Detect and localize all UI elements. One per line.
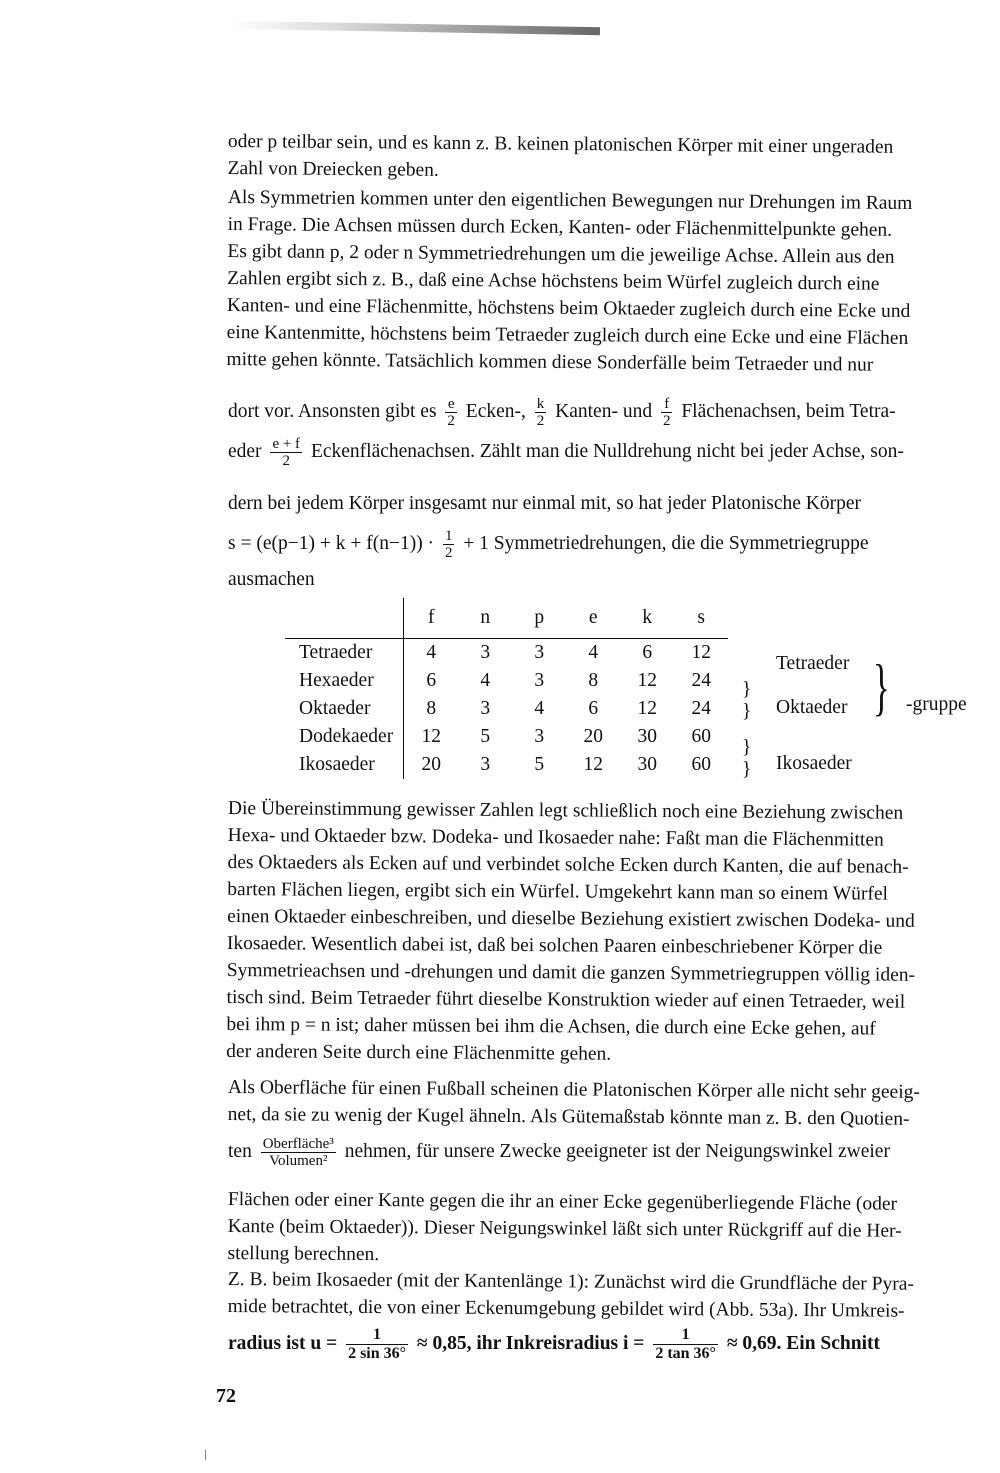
text-fragment: Eckenflächenachsen. Zählt man die Nulldrehung nicht bei jeder Achse, son-: [310, 440, 904, 462]
column-header: f: [404, 598, 459, 639]
text-line: der anderen Seite durch eine Flächenmitte gehen.: [226, 1040, 612, 1065]
body-line: [228, 566, 988, 593]
text-fragment: dort vor. Ansonsten gibt es: [228, 400, 437, 422]
table-row: [285, 639, 728, 668]
tetra-line: [228, 436, 988, 469]
text-line: Als Symmetrien kommen unter den eigentlichen Bewegungen nur Drehungen im Raum: [227, 186, 913, 214]
row-label: Hexaeder: [285, 667, 404, 695]
table-row: [285, 751, 728, 779]
text-fragment: Ecken-,: [465, 400, 526, 422]
table-cell: 3: [480, 698, 491, 719]
paragraph-2: [226, 184, 988, 380]
text-line: Kante (beim Oktaeder)). Dieser Neigungswinkel läßt sich unter Rückgriff auf die Her-: [227, 1215, 902, 1242]
text-line: Zahl von Dreiecken geben.: [227, 157, 439, 181]
table-corner: [285, 598, 404, 639]
table-cell: 12: [583, 754, 603, 775]
fraction-denominator: 2: [447, 413, 455, 429]
table-cell: 3: [534, 726, 545, 747]
table-cell: 5: [534, 754, 545, 775]
fraction-numerator: k: [536, 396, 545, 412]
table-cell: 12: [637, 698, 657, 719]
table-cell: 6: [426, 670, 437, 691]
text-line: barten Flächen liegen, ergibt sich ein Würfel. Umgekehrt kann man so einem Würfel: [227, 878, 889, 905]
row-label: Tetraeder: [285, 639, 404, 668]
fraction-denominator: 2: [444, 545, 453, 561]
text-fragment: radius ist u =: [228, 1332, 338, 1354]
table-cell: 6: [588, 698, 599, 719]
polyhedra-table: [285, 598, 728, 779]
text-line: Es gibt dann p, 2 oder n Symmetriedrehungen um die jeweilige Achse. Allein aus den: [227, 240, 895, 268]
text-line: mide betrachtet, die von einer Eckenumgebung gebildet wird (Abb. 53a). Ihr Umkreis-: [227, 1295, 905, 1322]
table-cell: 4: [480, 670, 491, 691]
small-brace: }: [742, 701, 752, 722]
text-line: in Frage. Die Achsen müssen durch Ecken, Kanten- oder Flächenmittelpunkte gehen.: [227, 213, 893, 241]
text-line: oder p teilbar sein, und es kann z. B. keinen platonischen Körper mit einer ungeraden: [227, 130, 894, 158]
quotient-line: [228, 1136, 988, 1169]
scan-mark: [205, 1450, 206, 1460]
column-header: p: [512, 598, 566, 639]
table-cell: 6: [642, 642, 653, 663]
row-label: Oktaeder: [285, 695, 404, 723]
table-cell: 3: [480, 754, 491, 775]
table-row: [285, 723, 728, 751]
axes-line: [228, 396, 988, 429]
table-cell: 24: [691, 670, 711, 691]
table-cell: 3: [534, 670, 545, 691]
paragraph-4: [228, 1074, 988, 1133]
text-line: Kanten- und eine Flächenmitte, höchstens beim Oktaeder zugleich durch eine Ecke und: [226, 294, 911, 322]
group-label-ikosaeder: Ikosaeder: [776, 753, 852, 774]
fraction-denominator: Volumen²: [261, 1152, 336, 1169]
column-header: e: [566, 598, 620, 639]
text-line: einen Oktaeder einbeschreiben, und dieselbe Beziehung existiert zwischen Dodeka- und: [227, 905, 915, 932]
radius-line: [228, 1326, 988, 1363]
text-line: stellung berechnen.: [227, 1242, 380, 1266]
text-fragment: Kanten- und: [555, 400, 653, 422]
text-line: ausmachen: [228, 569, 315, 590]
column-header: n: [458, 598, 512, 639]
column-header: s: [674, 598, 728, 639]
table-cell: 3: [534, 642, 545, 663]
text-line: net, da sie zu wenig der Kugel ähneln. Als Gütemaßstab könnte man z. B. den Quotien-: [227, 1103, 910, 1130]
table-cell: 4: [534, 698, 545, 719]
fraction: [443, 528, 455, 561]
fraction-denominator: 2: [536, 413, 545, 429]
page-number: 72: [216, 1385, 236, 1407]
formula-text: + 1 Symmetriedrehungen, die die Symmetriegruppe: [463, 532, 869, 554]
fraction: [661, 396, 673, 429]
text-line: Z. B. beim Ikosaeder (mit der Kantenlänge 1): Zunächst wird die Grundfläche der Pyra-: [227, 1268, 915, 1295]
table-cell: 3: [480, 642, 491, 663]
text-line: Hexa- und Oktaeder bzw. Dodeka- und Ikosaeder nahe: Faßt man die Flächenmitten: [227, 824, 884, 851]
fraction-numerator: e: [447, 396, 455, 412]
row-label: Dodekaeder: [285, 723, 404, 751]
table-cell: 5: [480, 726, 491, 747]
text-line: Die Übereinstimmung gewisser Zahlen legt schließlich noch eine Beziehung zwischen: [227, 797, 904, 824]
table-cell: 8: [426, 698, 437, 719]
fraction-numerator: e + f: [272, 436, 301, 452]
fraction-numerator: 1: [681, 1326, 690, 1343]
table-cell: 24: [691, 698, 711, 719]
table-cell: 60: [691, 726, 711, 747]
table-header-row: [285, 598, 728, 639]
table-cell: 30: [637, 754, 657, 775]
text-line: Zahlen ergibt sich z. B., daß eine Achse höchstens beim Würfel zugleich durch eine: [227, 267, 880, 295]
table-cell: 12: [691, 642, 711, 663]
text-line: Symmetrieachsen und -drehungen und damit die ganzen Symmetriegruppen völlig iden-: [226, 959, 916, 986]
text-line: bei ihm p = n ist; daher müssen bei ihm die Achsen, die durch eine Ecke gehen, auf: [226, 1013, 876, 1040]
small-brace: }: [742, 679, 752, 700]
text-fragment: ten: [228, 1140, 252, 1162]
group-suffix: -gruppe: [906, 694, 967, 715]
fraction: [535, 396, 547, 429]
fraction-numerator: Oberfläche³: [262, 1136, 334, 1152]
table-row: [285, 695, 728, 723]
paragraph-4b: [227, 1186, 988, 1272]
table-cell: 20: [583, 726, 603, 747]
formula-line: [228, 528, 988, 561]
fraction-numerator: 1: [444, 528, 453, 544]
large-brace: }: [872, 651, 890, 722]
small-brace: }: [742, 759, 752, 780]
fraction: [653, 1326, 718, 1363]
fraction-denominator: 2: [270, 452, 302, 469]
body-line: [228, 490, 988, 517]
fraction: [445, 396, 457, 429]
text-line: Als Oberfläche für einen Fußball scheinen die Platonischen Körper alle nicht sehr geeig-: [227, 1076, 920, 1103]
fraction-denominator: 2 sin 36°: [348, 1345, 407, 1362]
group-label-tetraeder: Tetraeder: [776, 653, 850, 674]
text-fragment: Flächenachsen, beim Tetra-: [681, 400, 896, 422]
table-cell: 30: [637, 726, 657, 747]
text-fragment: ≈ 0,69. Ein Schnitt: [726, 1332, 881, 1354]
table-cell: 60: [691, 754, 711, 775]
paragraph-3: [226, 795, 988, 1070]
text-line: tisch sind. Beim Tetraeder führt dieselbe Konstruktion wieder auf einen Tetraeder, weil: [226, 986, 906, 1013]
text-line: Ikosaeder. Wesentlich dabei ist, daß bei solchen Paaren einbeschriebener Körper die: [226, 932, 883, 959]
fraction-denominator: 2 tan 36°: [655, 1345, 716, 1362]
table-cell: 20: [421, 754, 441, 775]
table-row: [285, 667, 728, 695]
row-label: Ikosaeder: [285, 751, 404, 779]
group-label-oktaeder: Oktaeder: [776, 697, 848, 718]
fraction: [270, 436, 302, 469]
fraction: [346, 1326, 408, 1363]
small-brace: }: [742, 737, 752, 758]
table-cell: 4: [426, 642, 437, 663]
text-line: dern bei jedem Körper insgesamt nur einmal mit, so hat jeder Platonische Körper: [228, 493, 862, 514]
paragraph-5: [228, 1266, 988, 1325]
table-cell: 12: [637, 670, 657, 691]
text-fragment: eder: [228, 440, 262, 462]
fraction-denominator: 2: [662, 413, 671, 429]
column-header: k: [620, 598, 674, 639]
table-cell: 4: [588, 642, 599, 663]
fraction-numerator: f: [664, 396, 670, 412]
scan-artifact: [230, 21, 600, 35]
text-line: Flächen oder einer Kante gegen die ihr an einer Ecke gegenüberliegende Fläche (oder: [227, 1188, 898, 1215]
paragraph-1: [228, 128, 988, 189]
table-cell: 8: [588, 670, 599, 691]
formula-text: s = (e(p−1) + k + f(n−1)) ·: [228, 532, 435, 554]
text-line: eine Kantenmitte, höchstens beim Tetraeder zugleich durch eine Ecke und eine Flächen: [226, 321, 909, 349]
fraction: [261, 1136, 336, 1169]
table-cell: 12: [421, 726, 441, 747]
text-fragment: ≈ 0,85, ihr Inkreisradius i =: [416, 1332, 645, 1354]
text-line: des Oktaeders als Ecken auf und verbindet solche Ecken durch Kanten, die auf benach-: [227, 851, 909, 878]
text-line: mitte gehen könnte. Tatsächlich kommen diese Sonderfälle beim Tetraeder und nur: [226, 348, 874, 376]
fraction-numerator: 1: [373, 1326, 382, 1343]
text-fragment: nehmen, für unsere Zwecke geeigneter ist der Neigungswinkel zweier: [344, 1140, 890, 1162]
